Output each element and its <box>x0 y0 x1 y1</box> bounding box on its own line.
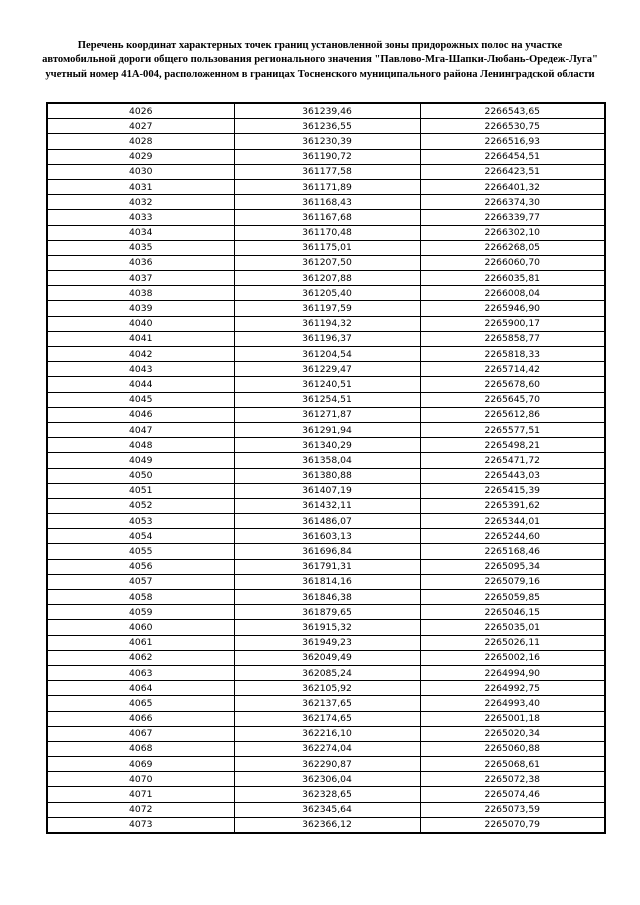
point-number-cell: 4047 <box>47 422 234 437</box>
y-coordinate-cell: 2265079,16 <box>420 574 605 589</box>
table-row <box>47 316 605 331</box>
point-number-cell: 4038 <box>47 286 234 301</box>
table-row <box>47 240 605 255</box>
x-coordinate-cell: 362306,04 <box>234 772 420 787</box>
point-number-cell: 4034 <box>47 225 234 240</box>
point-number-cell: 4031 <box>47 179 234 194</box>
x-coordinate-cell: 361846,38 <box>234 590 420 605</box>
y-coordinate-cell: 2266008,04 <box>420 286 605 301</box>
y-coordinate-cell: 2265026,11 <box>420 635 605 650</box>
table-row <box>47 665 605 680</box>
x-coordinate-cell: 361207,50 <box>234 255 420 270</box>
x-coordinate-cell: 361168,43 <box>234 195 420 210</box>
y-coordinate-cell: 2266302,10 <box>420 225 605 240</box>
table-row <box>47 331 605 346</box>
point-number-cell: 4056 <box>47 559 234 574</box>
y-coordinate-cell: 2265020,34 <box>420 726 605 741</box>
table-row <box>47 422 605 437</box>
point-number-cell: 4044 <box>47 377 234 392</box>
coordinates-table-body <box>47 103 605 833</box>
y-coordinate-cell: 2264994,90 <box>420 665 605 680</box>
x-coordinate-cell: 362366,12 <box>234 817 420 833</box>
point-number-cell: 4063 <box>47 665 234 680</box>
y-coordinate-cell: 2266339,77 <box>420 210 605 225</box>
point-number-cell: 4040 <box>47 316 234 331</box>
y-coordinate-cell: 2265443,03 <box>420 468 605 483</box>
point-number-cell: 4026 <box>47 103 234 119</box>
y-coordinate-cell: 2266423,51 <box>420 164 605 179</box>
x-coordinate-cell: 361197,59 <box>234 301 420 316</box>
point-number-cell: 4055 <box>47 544 234 559</box>
y-coordinate-cell: 2266374,30 <box>420 195 605 210</box>
point-number-cell: 4064 <box>47 681 234 696</box>
table-row <box>47 119 605 134</box>
table-row <box>47 134 605 149</box>
x-coordinate-cell: 361175,01 <box>234 240 420 255</box>
y-coordinate-cell: 2265168,46 <box>420 544 605 559</box>
table-row <box>47 817 605 833</box>
point-number-cell: 4071 <box>47 787 234 802</box>
table-row <box>47 802 605 817</box>
table-row <box>47 787 605 802</box>
x-coordinate-cell: 361486,07 <box>234 514 420 529</box>
table-row <box>47 407 605 422</box>
y-coordinate-cell: 2265035,01 <box>420 620 605 635</box>
x-coordinate-cell: 361240,51 <box>234 377 420 392</box>
x-coordinate-cell: 361949,23 <box>234 635 420 650</box>
table-row <box>47 179 605 194</box>
point-number-cell: 4036 <box>47 255 234 270</box>
point-number-cell: 4043 <box>47 362 234 377</box>
table-row <box>47 468 605 483</box>
x-coordinate-cell: 362216,10 <box>234 726 420 741</box>
document-title: Перечень координат характерных точек границ установленной зоны придорожных полос на участке автомобильной дороги общего пользования регионального значения "Павлово-Мга-Шапки-Любань-Оредеж-Луга" учетный номер 41А-004, расположенном в границах Тосненского муниципального района Ленинградской области <box>42 40 598 80</box>
y-coordinate-cell: 2265645,70 <box>420 392 605 407</box>
point-number-cell: 4032 <box>47 195 234 210</box>
table-row <box>47 286 605 301</box>
x-coordinate-cell: 361194,32 <box>234 316 420 331</box>
point-number-cell: 4073 <box>47 817 234 833</box>
y-coordinate-cell: 2265046,15 <box>420 605 605 620</box>
x-coordinate-cell: 362174,65 <box>234 711 420 726</box>
point-number-cell: 4048 <box>47 438 234 453</box>
y-coordinate-cell: 2265001,18 <box>420 711 605 726</box>
y-coordinate-cell: 2265002,16 <box>420 650 605 665</box>
x-coordinate-cell: 361407,19 <box>234 483 420 498</box>
table-row <box>47 590 605 605</box>
point-number-cell: 4042 <box>47 347 234 362</box>
point-number-cell: 4070 <box>47 772 234 787</box>
table-row <box>47 635 605 650</box>
y-coordinate-cell: 2265244,60 <box>420 529 605 544</box>
table-row <box>47 529 605 544</box>
x-coordinate-cell: 361196,37 <box>234 331 420 346</box>
table-row <box>47 711 605 726</box>
x-coordinate-cell: 361791,31 <box>234 559 420 574</box>
point-number-cell: 4051 <box>47 483 234 498</box>
y-coordinate-cell: 2265714,42 <box>420 362 605 377</box>
table-row <box>47 103 605 119</box>
table-row <box>47 650 605 665</box>
point-number-cell: 4061 <box>47 635 234 650</box>
x-coordinate-cell: 361254,51 <box>234 392 420 407</box>
table-row <box>47 453 605 468</box>
table-row <box>47 377 605 392</box>
table-row <box>47 392 605 407</box>
x-coordinate-cell: 361696,84 <box>234 544 420 559</box>
y-coordinate-cell: 2265059,85 <box>420 590 605 605</box>
y-coordinate-cell: 2265818,33 <box>420 347 605 362</box>
y-coordinate-cell: 2265415,39 <box>420 483 605 498</box>
table-row <box>47 149 605 164</box>
point-number-cell: 4045 <box>47 392 234 407</box>
table-row <box>47 301 605 316</box>
x-coordinate-cell: 362137,65 <box>234 696 420 711</box>
point-number-cell: 4069 <box>47 757 234 772</box>
point-number-cell: 4039 <box>47 301 234 316</box>
table-row <box>47 225 605 240</box>
table-row <box>47 605 605 620</box>
point-number-cell: 4059 <box>47 605 234 620</box>
point-number-cell: 4046 <box>47 407 234 422</box>
x-coordinate-cell: 362105,92 <box>234 681 420 696</box>
y-coordinate-cell: 2265858,77 <box>420 331 605 346</box>
point-number-cell: 4054 <box>47 529 234 544</box>
x-coordinate-cell: 361170,48 <box>234 225 420 240</box>
y-coordinate-cell: 2265678,60 <box>420 377 605 392</box>
x-coordinate-cell: 361358,04 <box>234 453 420 468</box>
point-number-cell: 4072 <box>47 802 234 817</box>
coordinates-table <box>46 102 606 834</box>
table-row <box>47 544 605 559</box>
x-coordinate-cell: 361229,47 <box>234 362 420 377</box>
x-coordinate-cell: 362328,65 <box>234 787 420 802</box>
point-number-cell: 4049 <box>47 453 234 468</box>
y-coordinate-cell: 2266060,70 <box>420 255 605 270</box>
x-coordinate-cell: 361380,88 <box>234 468 420 483</box>
x-coordinate-cell: 361190,72 <box>234 149 420 164</box>
point-number-cell: 4035 <box>47 240 234 255</box>
point-number-cell: 4037 <box>47 271 234 286</box>
x-coordinate-cell: 361915,32 <box>234 620 420 635</box>
y-coordinate-cell: 2266035,81 <box>420 271 605 286</box>
point-number-cell: 4029 <box>47 149 234 164</box>
x-coordinate-cell: 361814,16 <box>234 574 420 589</box>
table-row <box>47 772 605 787</box>
y-coordinate-cell: 2264992,75 <box>420 681 605 696</box>
table-row <box>47 210 605 225</box>
y-coordinate-cell: 2265073,59 <box>420 802 605 817</box>
x-coordinate-cell: 361340,29 <box>234 438 420 453</box>
table-row <box>47 438 605 453</box>
y-coordinate-cell: 2265074,46 <box>420 787 605 802</box>
y-coordinate-cell: 2266268,05 <box>420 240 605 255</box>
y-coordinate-cell: 2265612,86 <box>420 407 605 422</box>
point-number-cell: 4028 <box>47 134 234 149</box>
y-coordinate-cell: 2266516,93 <box>420 134 605 149</box>
x-coordinate-cell: 362085,24 <box>234 665 420 680</box>
y-coordinate-cell: 2266454,51 <box>420 149 605 164</box>
x-coordinate-cell: 361171,89 <box>234 179 420 194</box>
table-row <box>47 164 605 179</box>
x-coordinate-cell: 361271,87 <box>234 407 420 422</box>
y-coordinate-cell: 2265070,79 <box>420 817 605 833</box>
table-row <box>47 574 605 589</box>
x-coordinate-cell: 362274,04 <box>234 741 420 756</box>
point-number-cell: 4060 <box>47 620 234 635</box>
y-coordinate-cell: 2265900,17 <box>420 316 605 331</box>
point-number-cell: 4068 <box>47 741 234 756</box>
x-coordinate-cell: 362290,87 <box>234 757 420 772</box>
x-coordinate-cell: 361432,11 <box>234 498 420 513</box>
y-coordinate-cell: 2265344,01 <box>420 514 605 529</box>
x-coordinate-cell: 361207,88 <box>234 271 420 286</box>
y-coordinate-cell: 2264993,40 <box>420 696 605 711</box>
y-coordinate-cell: 2266530,75 <box>420 119 605 134</box>
x-coordinate-cell: 361879,65 <box>234 605 420 620</box>
table-row <box>47 195 605 210</box>
table-row <box>47 514 605 529</box>
point-number-cell: 4062 <box>47 650 234 665</box>
table-row <box>47 271 605 286</box>
x-coordinate-cell: 362345,64 <box>234 802 420 817</box>
y-coordinate-cell: 2266543,65 <box>420 103 605 119</box>
x-coordinate-cell: 361239,46 <box>234 103 420 119</box>
point-number-cell: 4052 <box>47 498 234 513</box>
point-number-cell: 4030 <box>47 164 234 179</box>
y-coordinate-cell: 2265498,21 <box>420 438 605 453</box>
table-row <box>47 498 605 513</box>
x-coordinate-cell: 361291,94 <box>234 422 420 437</box>
x-coordinate-cell: 361167,68 <box>234 210 420 225</box>
x-coordinate-cell: 361236,55 <box>234 119 420 134</box>
point-number-cell: 4066 <box>47 711 234 726</box>
point-number-cell: 4027 <box>47 119 234 134</box>
y-coordinate-cell: 2265060,88 <box>420 741 605 756</box>
point-number-cell: 4050 <box>47 468 234 483</box>
point-number-cell: 4033 <box>47 210 234 225</box>
x-coordinate-cell: 361230,39 <box>234 134 420 149</box>
y-coordinate-cell: 2265095,34 <box>420 559 605 574</box>
point-number-cell: 4065 <box>47 696 234 711</box>
table-row <box>47 255 605 270</box>
x-coordinate-cell: 361603,13 <box>234 529 420 544</box>
point-number-cell: 4058 <box>47 590 234 605</box>
point-number-cell: 4053 <box>47 514 234 529</box>
table-row <box>47 726 605 741</box>
point-number-cell: 4057 <box>47 574 234 589</box>
x-coordinate-cell: 361205,40 <box>234 286 420 301</box>
y-coordinate-cell: 2265577,51 <box>420 422 605 437</box>
table-row <box>47 559 605 574</box>
point-number-cell: 4067 <box>47 726 234 741</box>
point-number-cell: 4041 <box>47 331 234 346</box>
table-row <box>47 757 605 772</box>
table-row <box>47 696 605 711</box>
y-coordinate-cell: 2265068,61 <box>420 757 605 772</box>
table-row <box>47 362 605 377</box>
table-row <box>47 741 605 756</box>
y-coordinate-cell: 2266401,32 <box>420 179 605 194</box>
table-row <box>47 681 605 696</box>
x-coordinate-cell: 361204,54 <box>234 347 420 362</box>
x-coordinate-cell: 362049,49 <box>234 650 420 665</box>
y-coordinate-cell: 2265471,72 <box>420 453 605 468</box>
y-coordinate-cell: 2265946,90 <box>420 301 605 316</box>
y-coordinate-cell: 2265391,62 <box>420 498 605 513</box>
x-coordinate-cell: 361177,58 <box>234 164 420 179</box>
table-row <box>47 347 605 362</box>
table-row <box>47 620 605 635</box>
table-row <box>47 483 605 498</box>
y-coordinate-cell: 2265072,38 <box>420 772 605 787</box>
